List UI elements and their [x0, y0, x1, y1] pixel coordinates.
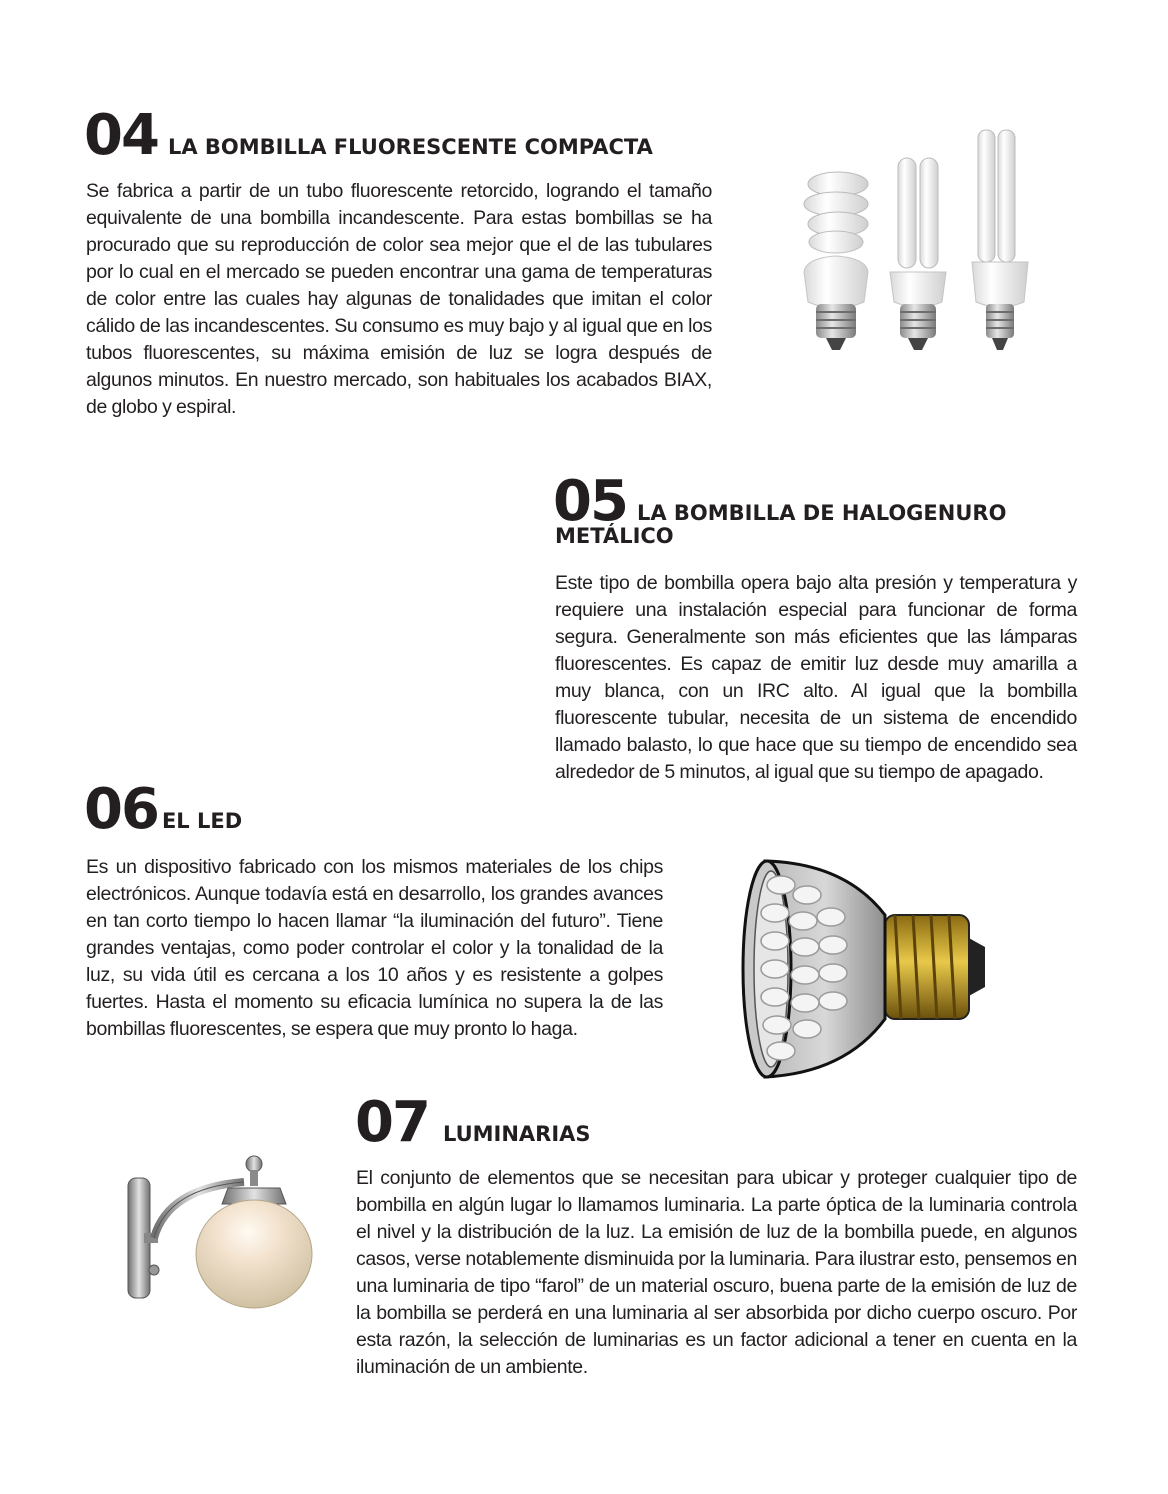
section-04-heading — [84, 103, 653, 168]
biax-bulb-icon — [972, 130, 1028, 350]
section-title-line2: METÁLICO — [555, 524, 674, 548]
u-tube-bulb-icon — [890, 158, 946, 350]
wall-luminaire-illustration — [118, 1138, 318, 1338]
section-title: EL LED — [161, 809, 243, 833]
section-title: LA BOMBILLA FLUORESCENTE COMPACTA — [167, 135, 653, 159]
section-06-body: Es un dispositivo fabricado con los mismos materiales de los chips electrónicos. Aunque todavía está en desarrollo, los grandes avances en tan corto tiempo lo hacen llamar “la iluminación del futuro”. Tiene grandes ventajas, como poder controlar el color y la tonalidad de la luz, su vida útil es cercana a los 10 años y es resistente a golpes fuertes. Hasta el momento su eficacia lumínica no supera la de las bombillas fluorescentes, se espera que muy pronto lo haga. — [86, 856, 663, 1040]
section-title: LUMINARIAS — [442, 1122, 591, 1146]
section-04-body: Se fabrica a partir de un tubo fluorescente retorcido, logrando el tamaño equivalente de una bombilla incandescente. Para estas bombillas se ha procurado que su reproducción de color sea mejor que el de las tubulares por lo cual en el mercado se pueden encontrar una gama de temperaturas de color entre las cuales hay algunas de tonalidades que imitan el color cálido de las incandescentes. Su consumo es muy bajo y al igual que en los tubos fluorescentes, su máxima emisión de luz se logra después de algunos minutos. En nuestro mercado, son habituales los acabados BIAX, de globo y espiral. — [86, 180, 712, 418]
section-07-body: El conjunto de elementos que se necesitan para ubicar y proteger cualquier tipo de bombilla en algún lugar lo llamamos luminaria. La parte óptica de la luminaria controla el nivel y la distribución de la luz. La emisión de luz de la bombilla puede, en algunos casos, verse notablemente disminuida por la luminaria. Para ilustrar esto, pensemos en una luminaria de tipo “farol” de un material oscuro, buena parte de la emisión de luz de la bombilla se perderá en una luminaria al ser absorbida por dicho cuerpo oscuro. Por esta razón, la selección de luminarias es un factor adicional a tener en cuenta en la iluminación de un ambiente. — [356, 1167, 1077, 1378]
section-07-heading — [355, 1090, 591, 1155]
section-number: 06 — [84, 777, 158, 842]
section-06-heading — [84, 777, 243, 842]
cfl-bulbs-illustration — [790, 122, 1050, 362]
section-number: 05 — [553, 469, 627, 534]
section-05-heading — [553, 469, 1007, 534]
spiral-bulb-icon — [804, 172, 868, 350]
section-number: 04 — [84, 103, 158, 168]
section-05-body: Este tipo de bombilla opera bajo alta presión y temperatura y requiere una instalación especial para funcionar de forma segura. Generalmente son más eficientes que las lámparas fluorescentes. Es capaz de emitir luz desde muy amarilla a muy blanca, con un IRC alto. Al igual que la bombilla fluorescente tubular, necesita de un sistema de encendido llamado balasto, lo que hace que su tiempo de encendido sea alrededor de 5 minutos, al igual que su tiempo de apagado. — [555, 572, 1077, 783]
section-number: 07 — [355, 1090, 429, 1155]
led-bulb-illustration — [735, 855, 995, 1085]
section-title: LA BOMBILLA DE HALOGENURO — [636, 501, 1007, 525]
